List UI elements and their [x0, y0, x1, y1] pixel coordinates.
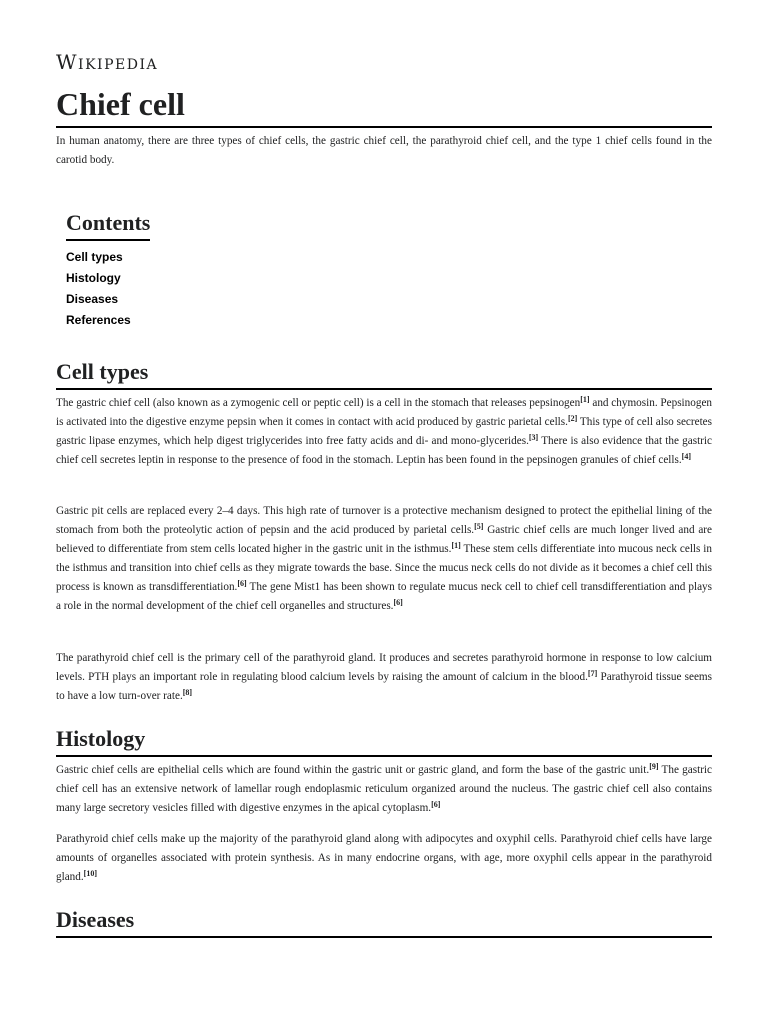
paragraph-text: This type of cell also secretes gastric lipase enzymes, which help digest triglycerides into free fatty acids and di- and mono-glycerides.	[56, 416, 712, 447]
paragraph	[56, 830, 712, 887]
citation-link[interactable]: [4]	[681, 452, 691, 461]
toc-heading: Contents	[66, 208, 150, 241]
section-heading-diseases: Diseases	[56, 905, 712, 938]
paragraph-text: Gastric chief cells are much longer lived and are believed to differentiate from stem cells located higher in the gastric unit in the isthmus.	[56, 524, 712, 555]
citation-link[interactable]: [8]	[182, 688, 193, 697]
citation-link[interactable]: [9]	[649, 762, 659, 771]
paragraph	[56, 761, 712, 818]
paragraph-text: Parathyroid tissue seems to have a low turn-over rate.	[56, 671, 712, 702]
paragraph-text: The parathyroid chief cell is the primary cell of the parathyroid gland. It produces and secretes parathyroid hormone in response to low calcium levels. PTH plays an important role in regulating blood calcium levels by raising the amount of calcium in the blood.	[56, 652, 712, 683]
page-title: Chief cell	[56, 84, 712, 128]
paragraph-text: and chymosin. Pepsinogen is activated into the digestive enzyme pepsin when it comes in contact with acid produced by gastric parietal cells.	[56, 397, 712, 428]
paragraph-text: There is also evidence that the gastric chief cell secretes leptin in response to the presence of food in the stomach. Leptin has been found in the pepsinogen granules of chief cells.	[56, 435, 712, 466]
lead-paragraph: In human anatomy, there are three types of chief cells, the gastric chief cell, the parathyroid chief cell, and the type 1 chief cells found in the carotid body.	[56, 135, 712, 166]
paragraph-text: Gastric pit cells are replaced every 2–4 days. This high rate of turnover is a protective mechanism designed to protect the epithelial lining of the stomach from both the proteolytic action of pepsin and the acid produced by parietal cells.	[56, 505, 712, 536]
citation-link[interactable]: [1]	[451, 541, 461, 550]
toc-item-references[interactable]: References	[66, 313, 131, 327]
citation-link[interactable]: [6]	[431, 800, 441, 809]
paragraph-text: Gastric chief cells are epithelial cells which are found within the gastric unit or gastric gland, and form the base of the gastric unit.	[56, 764, 650, 776]
paragraph	[56, 394, 712, 470]
toc-item-histology[interactable]: Histology	[66, 271, 121, 285]
citation-link[interactable]: [5]	[474, 522, 484, 531]
toc-item-diseases[interactable]: Diseases	[66, 292, 119, 306]
table-of-contents	[66, 208, 150, 331]
citation-link[interactable]: [1]	[580, 395, 590, 404]
section-body-histology	[56, 761, 712, 818]
section-body-cell-types	[56, 394, 712, 470]
paragraph-text: The gastric chief cell has an extensive network of lamellar rough endoplasmic reticulum organized around the nucleus. The gastric chief cell also contains many large secretory vesicles filled with digestive enzymes in the apical cytoplasm.	[56, 764, 712, 814]
citation-link[interactable]: [10]	[83, 869, 97, 878]
toc-item-cell-types[interactable]: Cell types	[66, 250, 123, 264]
wikipedia-logo[interactable]: Wikipedia	[56, 50, 159, 74]
citation-link[interactable]: [2]	[567, 414, 578, 423]
paragraph-text: These stem cells differentiate into mucous neck cells in the isthmus and transition into chief cells as they migrate towards the base. Since the mucus neck cells do not divide as it becomes a chief cell this process is known as transdifferentiation.	[56, 543, 712, 593]
citation-link[interactable]: [6]	[393, 598, 403, 607]
paragraph-text: The gastric chief cell (also known as a zymogenic cell or peptic cell) is a cell in the stomach that releases pepsinogen	[56, 397, 581, 409]
section-body-cell-types-3	[56, 649, 712, 706]
citation-link[interactable]: [3]	[528, 433, 539, 442]
section-heading-histology: Histology	[56, 724, 712, 757]
paragraph	[56, 502, 712, 616]
citation-link[interactable]: [6]	[237, 579, 247, 588]
citation-link[interactable]: [7]	[587, 669, 598, 678]
section-body-cell-types-2	[56, 502, 712, 616]
paragraph	[56, 649, 712, 706]
section-heading-cell-types: Cell types	[56, 357, 712, 390]
paragraph-text: Parathyroid chief cells make up the majority of the parathyroid gland along with adipocytes and oxyphil cells. Parathyroid chief cells have large amounts of organelles associated with protein synthesis. As in many endocrine organs, with age, more oxyphil cells appear in the parathyroid gland.	[56, 833, 712, 883]
paragraph-text: The gene Mist1 has been shown to regulate mucus neck cell to chief cell transdifferentiation and plays a role in the normal development of the chief cell organelles and structures.	[56, 581, 712, 612]
section-body-histology-2	[56, 830, 712, 887]
toc-list	[66, 247, 150, 331]
